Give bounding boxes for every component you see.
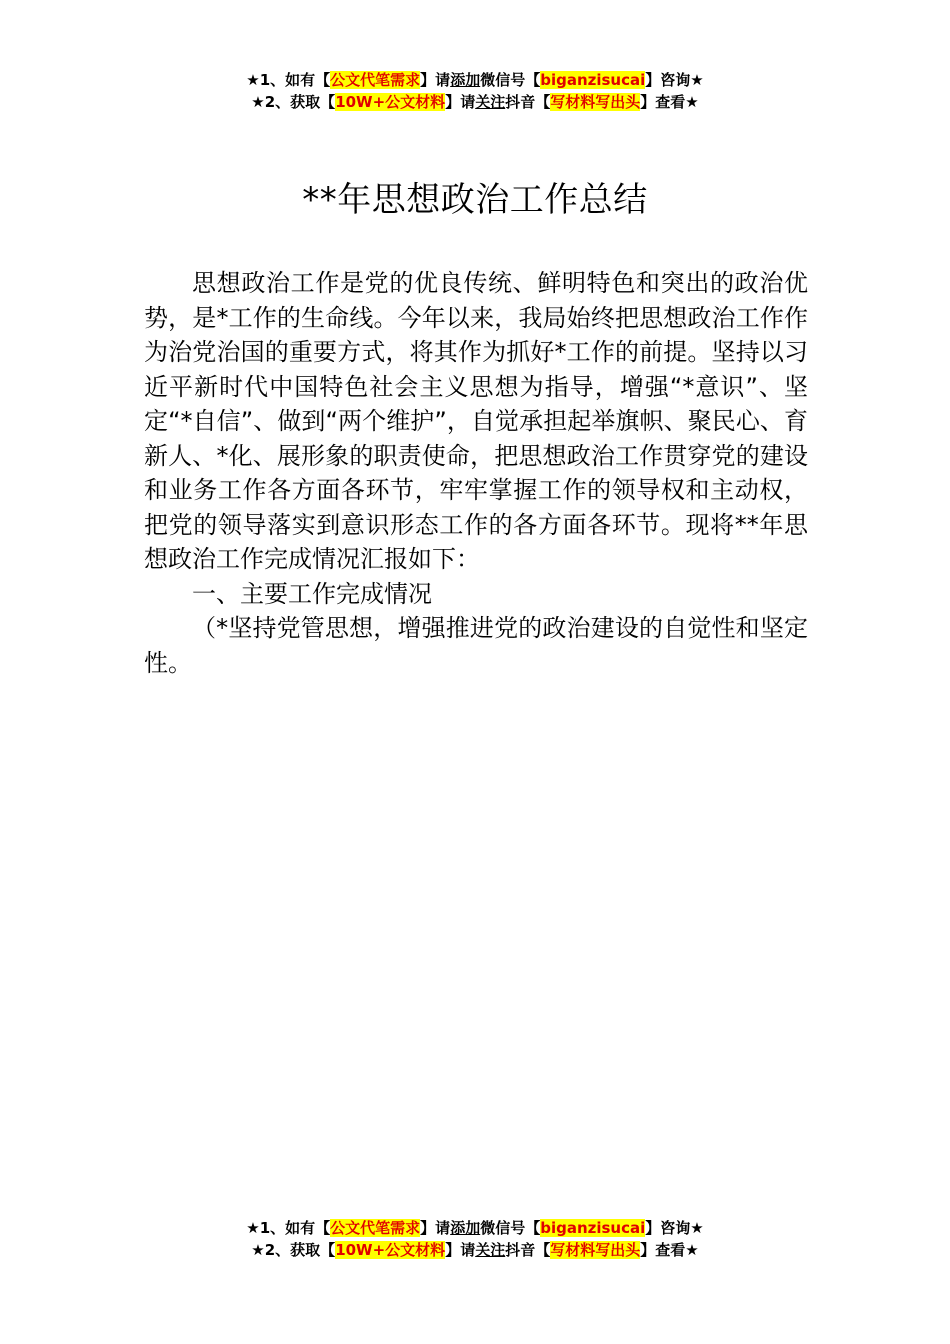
promo-highlight: 写材料写出头: [550, 93, 641, 111]
promo-highlight: biganzisucai: [540, 71, 646, 89]
promo-text: 微信号【: [480, 71, 541, 89]
header-promo: [0, 69, 950, 113]
promo-text: 抖音【: [505, 93, 551, 111]
document-title: **年思想政治工作总结: [302, 180, 648, 220]
promo-line-1: [0, 1217, 950, 1239]
promo-text: ★2、获取【: [251, 93, 336, 111]
paragraph-subheading: （*坚持党管思想，增强推进党的政治建设的自觉性和坚定性。: [144, 614, 808, 677]
promo-text: 】请: [445, 1241, 476, 1259]
promo-underlined: 添加: [450, 1219, 481, 1237]
promo-underlined: 关注: [475, 1241, 506, 1259]
promo-text: ★1、如有【: [246, 1219, 331, 1237]
promo-text: ★1、如有【: [246, 71, 331, 89]
promo-line-2: [0, 91, 950, 113]
promo-line-2: [0, 1239, 950, 1261]
promo-highlight: biganzisucai: [540, 1219, 646, 1237]
paragraph-intro: 思想政治工作是党的优良传统、鲜明特色和突出的政治优势，是*工作的生命线。今年以来，我局始终把思想政治工作作为治党治国的重要方式，将其作为抓好*工作的前提。坚持以习近平新时代中国特色社会主义思想为指导，增强“*意识”、坚定“*自信”、做到“两个维护”，自觉承担起举旗帜、聚民心、育新人、*化、展形象的职责使命，把思想政治工作贯穿党的建设和业务工作各方面各环节，牢牢掌握工作的领导权和主动权，把党的领导落实到意识形态工作的各方面各环节。现将**年思想政治工作完成情况汇报如下：: [144, 269, 808, 573]
document-body: [144, 266, 808, 680]
promo-highlight: 公文代笔需求: [330, 71, 421, 89]
promo-text: 】咨询★: [645, 1219, 704, 1237]
promo-underlined: 关注: [475, 93, 506, 111]
promo-highlight: 写材料写出头: [550, 1241, 641, 1259]
promo-text: 】咨询★: [645, 71, 704, 89]
promo-text: 】查看★: [640, 1241, 699, 1259]
promo-text: 】请: [420, 71, 451, 89]
footer-promo: [0, 1217, 950, 1261]
promo-text: 】请: [445, 93, 476, 111]
promo-text: ★2、获取【: [251, 1241, 336, 1259]
promo-highlight: 10W+公文材料: [335, 1241, 446, 1259]
promo-text: 抖音【: [505, 1241, 551, 1259]
section-heading: 一、主要工作完成情况: [192, 579, 432, 608]
promo-highlight: 10W+公文材料: [335, 93, 446, 111]
promo-text: 】请: [420, 1219, 451, 1237]
promo-line-1: [0, 69, 950, 91]
promo-underlined: 添加: [450, 71, 481, 89]
promo-highlight: 公文代笔需求: [330, 1219, 421, 1237]
promo-text: 】查看★: [640, 93, 699, 111]
promo-text: 微信号【: [480, 1219, 541, 1237]
